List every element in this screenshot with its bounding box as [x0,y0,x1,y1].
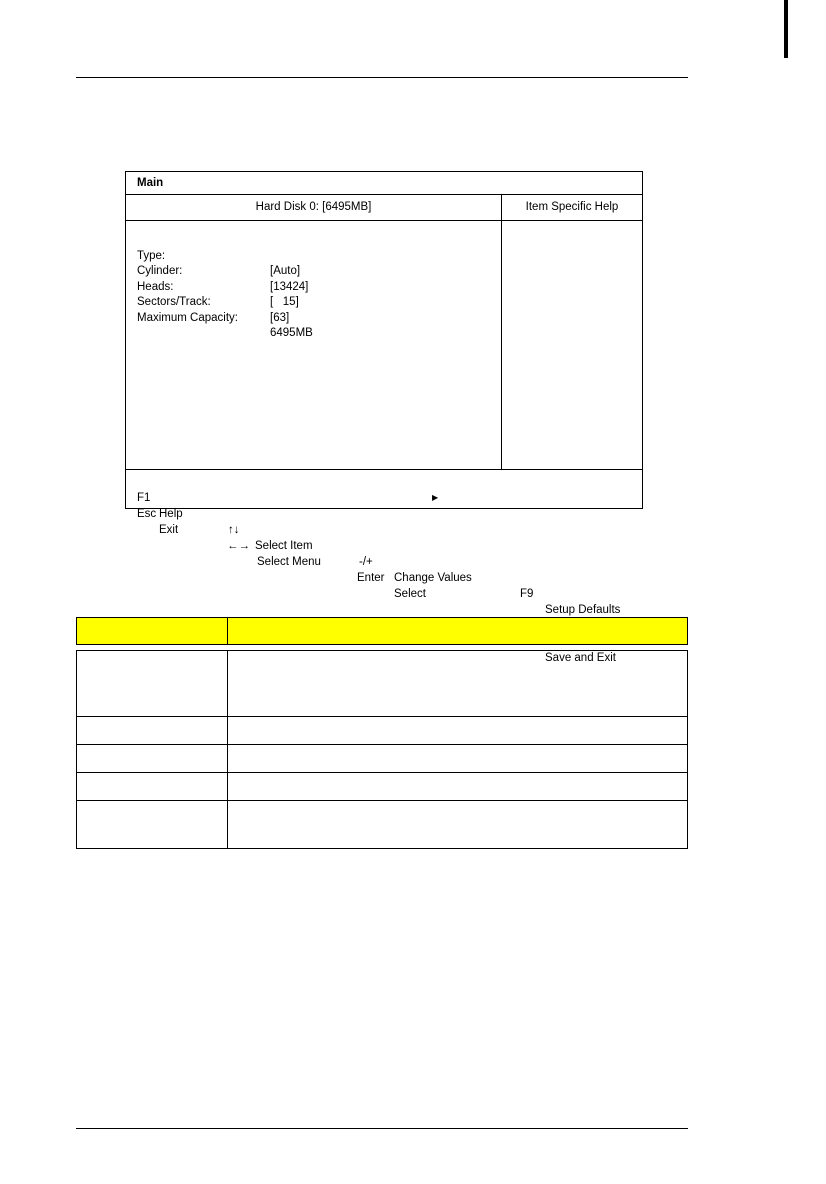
f1-key: F1 [137,492,151,504]
table-cell [77,745,228,773]
table-cell [228,651,688,717]
minus-plus-key: -/+ [359,556,373,568]
minus-plus-action: Change Values [394,572,472,584]
enter-key: Enter [357,572,385,584]
bios-menubar [126,172,642,195]
field-value-cylinder[interactable]: [13424] [270,280,309,293]
field-label: Type: [137,249,166,262]
table-cell [228,773,688,801]
field-value-type[interactable]: [Auto] [270,265,301,277]
table-cell [228,801,688,849]
leftright-action: Select Menu [257,556,321,568]
table-row [77,651,688,717]
esc-key: Esc [137,508,157,520]
field-label: Cylinder: [137,265,183,277]
f1-action: Help [159,508,183,520]
page-corner-bar [784,0,788,58]
table-row [77,717,688,745]
table-header-cell [228,618,688,645]
left-right-arrows-icon: ←→ [227,540,250,552]
field-label: Heads: [137,280,174,293]
f10-action: Save and Exit [545,652,616,664]
bios-screen [125,171,643,664]
updown-action: Select Item [255,540,313,552]
field-value-maximum-capacity: 6495MB [270,327,313,339]
header-rule [76,77,688,78]
table-cell [77,773,228,801]
keybar-divider [126,469,642,470]
parameter-table [76,617,688,849]
table-header-cell [77,618,228,645]
up-down-arrows-icon: ↑↓ [228,524,240,536]
field-value-sectors-track[interactable]: [63] [270,311,290,324]
table-header-row [77,618,688,645]
field-label: Sectors/Track: [137,296,211,308]
table-row [77,773,688,801]
enter-action-prefix: Select [394,588,426,600]
field-value-heads[interactable]: [ 15] [270,296,299,308]
footer-rule [76,1128,688,1129]
table-cell [228,745,688,773]
table-row [77,745,688,773]
table-cell [77,651,228,717]
table-row [77,801,688,849]
help-panel-title: Item Specific Help [525,201,619,213]
menu-title[interactable]: Main [137,177,164,189]
f9-action: Setup Defaults [545,604,621,616]
esc-action: Exit [159,524,179,536]
page-title: Hard Disk 0: [6495MB] [255,201,372,213]
table-cell [228,717,688,745]
table-cell [77,801,228,849]
field-label: Maximum Capacity: [137,311,238,324]
field-list [137,233,313,339]
f9-key: F9 [520,588,534,600]
table-cell [77,717,228,745]
triangle-right-icon: ▶ [432,493,439,502]
panel-divider [501,195,502,469]
bios-titlebar [126,195,642,221]
